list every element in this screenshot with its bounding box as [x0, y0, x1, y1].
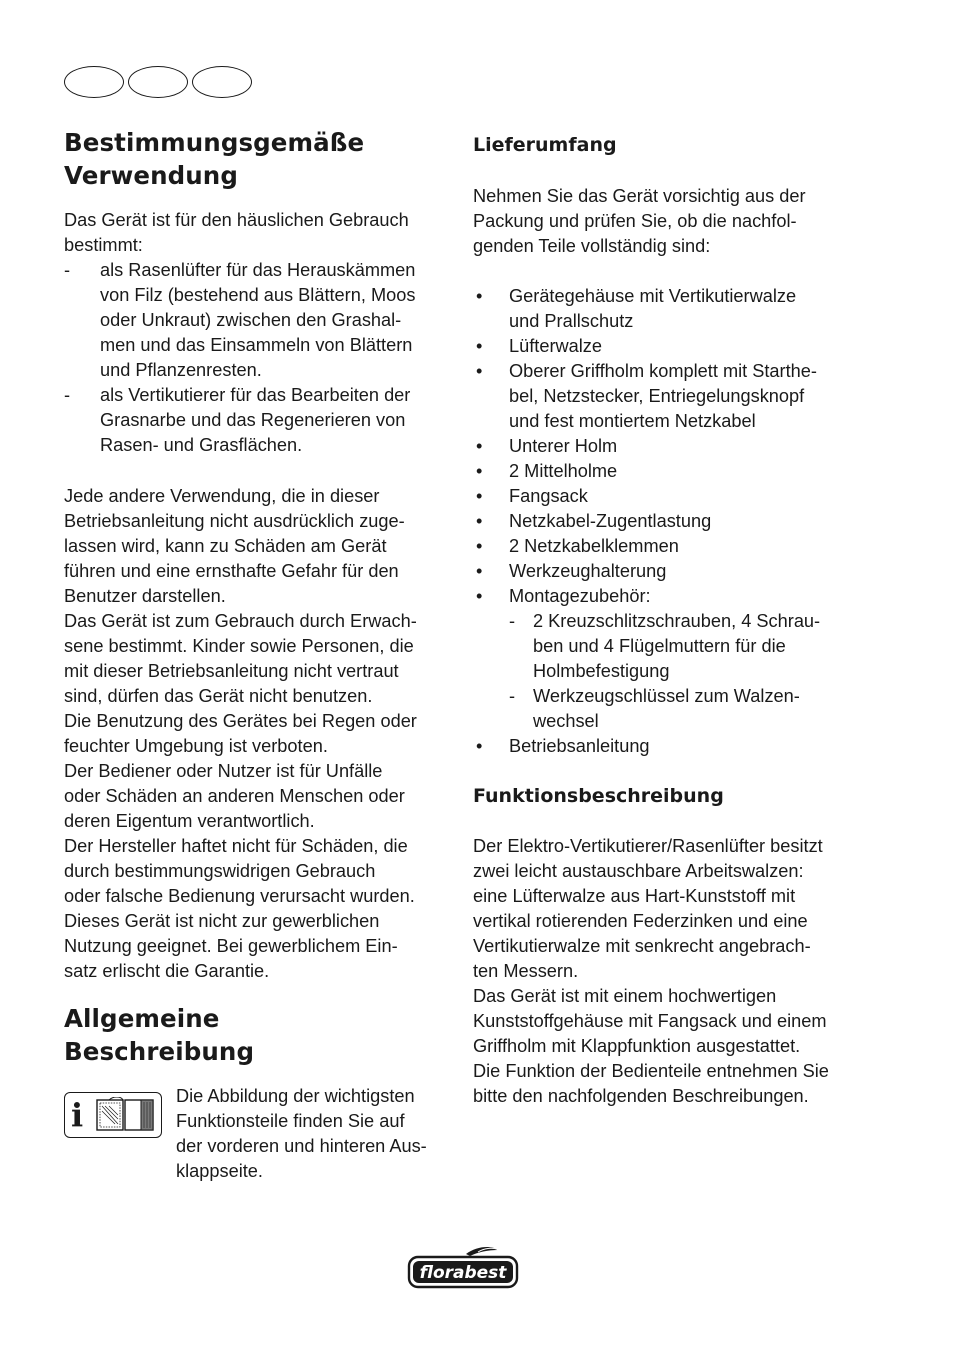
- text-line: oder Unkraut) zwischen den Grashal-: [100, 310, 402, 330]
- text-line: ten Messern.: [473, 961, 579, 981]
- text-line: satz erlischt die Garantie.: [64, 961, 270, 981]
- list-item: [473, 359, 863, 434]
- text-line: Das Gerät ist für den häuslichen Gebrauch: [64, 210, 409, 230]
- florabest-logo: [406, 1246, 520, 1290]
- text-line: bestimmt:: [64, 235, 143, 255]
- text-line: bel, Netzstecker, Entriegelungsknopf: [509, 386, 805, 406]
- text-line: eine Lüfterwalze aus Hart-Kunststoff mit: [473, 886, 796, 906]
- list-item: [473, 459, 863, 484]
- list-item: [473, 534, 863, 559]
- list-item: [473, 434, 863, 459]
- text-line: oder Schäden an anderen Menschen oder: [64, 786, 405, 806]
- list-item: [473, 584, 863, 609]
- sub-list-item: [473, 609, 863, 684]
- bullet-marker: •: [476, 561, 483, 581]
- text-line: Packung und prüfen Sie, ob die nachfol-: [473, 211, 797, 231]
- text-line: Lüfterwalze: [509, 336, 603, 356]
- text-line: oder falsche Bedienung verursacht wurden.: [64, 886, 415, 906]
- text-line: Betriebsanleitung nicht ausdrücklich zuge-: [64, 511, 405, 531]
- list-item: [473, 484, 863, 509]
- text-line: Rasen- und Grasflächen.: [100, 435, 303, 455]
- text-line: der vorderen und hinteren Aus-: [176, 1136, 427, 1156]
- title-line: Bestimmungsgemäße: [64, 128, 365, 157]
- info-letter: i: [71, 1096, 84, 1134]
- bullet-marker: •: [476, 336, 483, 356]
- text-line: Netzkabel-Zugentlastung: [509, 511, 712, 531]
- text-line: von Filz (bestehend aus Blättern, Moos: [100, 285, 416, 305]
- language-oval-2: [128, 66, 188, 98]
- text-line: Die Funktion der Bedienteile entnehmen Sie: [473, 1061, 829, 1081]
- text-line: vertikal rotierenden Federzinken und eine: [473, 911, 808, 931]
- text-line: sene bestimmt. Kinder sowie Personen, die: [64, 636, 414, 656]
- text-line: durch bestimmungswidrigen Gebrauch: [64, 861, 376, 881]
- text-line: Betriebsanleitung: [509, 736, 650, 756]
- list-item: [64, 258, 454, 383]
- text-line: Der Hersteller haftet nicht für Schäden, die: [64, 836, 408, 856]
- text-line: Werkzeughalterung: [509, 561, 667, 581]
- text-line: Grasnarbe und das Regenerieren von: [100, 410, 406, 430]
- language-oval-3: [192, 66, 252, 98]
- text-line: Werkzeugschlüssel zum Walzen-: [533, 686, 800, 706]
- list-item: [473, 284, 863, 334]
- text-line: Vertikutierwalze mit senkrecht angebrach-: [473, 936, 811, 956]
- text-line: bitte den nachfolgenden Beschreibungen.: [473, 1086, 809, 1106]
- title-line: Verwendung: [64, 161, 238, 190]
- text-line: ben und 4 Flügelmuttern für die: [533, 636, 786, 656]
- text-line: wechsel: [533, 711, 599, 731]
- text-line: führen und eine ernsthafte Gefahr für den: [64, 561, 399, 581]
- text-line: zwei leicht austauschbare Arbeitswalzen:: [473, 861, 804, 881]
- list-item: [473, 334, 863, 359]
- text-line: 2 Kreuzschlitzschrauben, 4 Schrau-: [533, 611, 821, 631]
- text-line: Das Gerät ist zum Gebrauch durch Erwach-: [64, 611, 417, 631]
- dash-marker: -: [64, 260, 71, 280]
- text-line: als Rasenlüfter für das Herauskämmen: [100, 260, 416, 280]
- text-line: Montagezubehör:: [509, 586, 651, 606]
- text-line: als Vertikutierer für das Bearbeiten der: [100, 385, 411, 405]
- title-line: Beschreibung: [64, 1037, 255, 1066]
- brand-text: florabest: [419, 1263, 507, 1283]
- text-line: Der Bediener oder Nutzer ist für Unfälle: [64, 761, 383, 781]
- text-line: Nutzung geeignet. Bei gewerblichem Ein-: [64, 936, 398, 956]
- section-title-scope-of-delivery: Lieferumfang: [473, 134, 617, 156]
- bullet-marker: •: [476, 461, 483, 481]
- scope-list: [473, 284, 863, 759]
- text-line: Funktionsteile finden Sie auf: [176, 1111, 405, 1131]
- bullet-marker: •: [476, 436, 483, 456]
- intended-use-paragraph: [64, 484, 454, 984]
- section-title-general-description: [64, 1002, 254, 1068]
- text-line: Dieses Gerät ist nicht zur gewerblichen: [64, 911, 380, 931]
- scope-intro: [473, 184, 863, 259]
- language-oval-1: [64, 66, 124, 98]
- bullet-marker: •: [476, 586, 483, 606]
- text-line: Griffholm mit Klappfunktion ausgestattet.: [473, 1036, 801, 1056]
- text-line: klappseite.: [176, 1161, 263, 1181]
- text-line: feuchter Umgebung ist verboten.: [64, 736, 328, 756]
- list-item: [473, 734, 863, 759]
- title-line: Allgemeine: [64, 1004, 220, 1033]
- text-line: Das Gerät ist mit einem hochwertigen: [473, 986, 777, 1006]
- bullet-marker: •: [476, 361, 483, 381]
- text-line: Kunststoffgehäuse mit Fangsack und einem: [473, 1011, 827, 1031]
- book-icon: [95, 1097, 157, 1133]
- text-line: Fangsack: [509, 486, 588, 506]
- text-line: sind, dürfen das Gerät nicht benutzen.: [64, 686, 373, 706]
- general-description-text: [176, 1084, 456, 1184]
- bullet-marker: •: [476, 536, 483, 556]
- text-line: Unterer Holm: [509, 436, 618, 456]
- intended-use-list: [64, 258, 454, 458]
- bullet-marker: •: [476, 511, 483, 531]
- bullet-marker: •: [476, 486, 483, 506]
- text-line: Nehmen Sie das Gerät vorsichtig aus der: [473, 186, 806, 206]
- bullet-marker: •: [476, 286, 483, 306]
- text-line: men und das Einsammeln von Blättern: [100, 335, 413, 355]
- text-line: und Pflanzenresten.: [100, 360, 262, 380]
- text-line: mit dieser Betriebsanleitung nicht vertraut: [64, 661, 399, 681]
- text-line: Benutzer darstellen.: [64, 586, 226, 606]
- dash-marker: -: [509, 611, 516, 631]
- sub-list-item: [473, 684, 863, 734]
- section-title-function-description: Funktionsbeschreibung: [473, 785, 724, 807]
- list-item: [64, 383, 454, 458]
- dash-marker: -: [64, 385, 71, 405]
- list-item: [473, 509, 863, 534]
- intended-use-intro: [64, 208, 454, 258]
- text-line: genden Teile vollständig sind:: [473, 236, 711, 256]
- section-title-intended-use: [64, 126, 364, 192]
- info-book-icon: [64, 1092, 162, 1138]
- text-line: 2 Mittelholme: [509, 461, 618, 481]
- bullet-marker: •: [476, 736, 483, 756]
- dash-marker: -: [509, 686, 516, 706]
- text-line: Oberer Griffholm komplett mit Starthe-: [509, 361, 817, 381]
- text-line: lassen wird, kann zu Schäden am Gerät: [64, 536, 387, 556]
- text-line: Der Elektro-Vertikutierer/Rasenlüfter besitzt: [473, 836, 823, 856]
- language-ovals: [64, 66, 252, 98]
- list-item: [473, 559, 863, 584]
- text-line: und Prallschutz: [509, 311, 634, 331]
- text-line: 2 Netzkabelklemmen: [509, 536, 679, 556]
- text-line: Die Abbildung der wichtigsten: [176, 1086, 415, 1106]
- text-line: Holmbefestigung: [533, 661, 670, 681]
- text-line: und fest montiertem Netzkabel: [509, 411, 756, 431]
- text-line: Gerätegehäuse mit Vertikutierwalze: [509, 286, 797, 306]
- text-line: deren Eigentum verantwortlich.: [64, 811, 315, 831]
- text-line: Die Benutzung des Gerätes bei Regen oder: [64, 711, 417, 731]
- function-description-text: [473, 834, 863, 1109]
- text-line: Jede andere Verwendung, die in dieser: [64, 486, 380, 506]
